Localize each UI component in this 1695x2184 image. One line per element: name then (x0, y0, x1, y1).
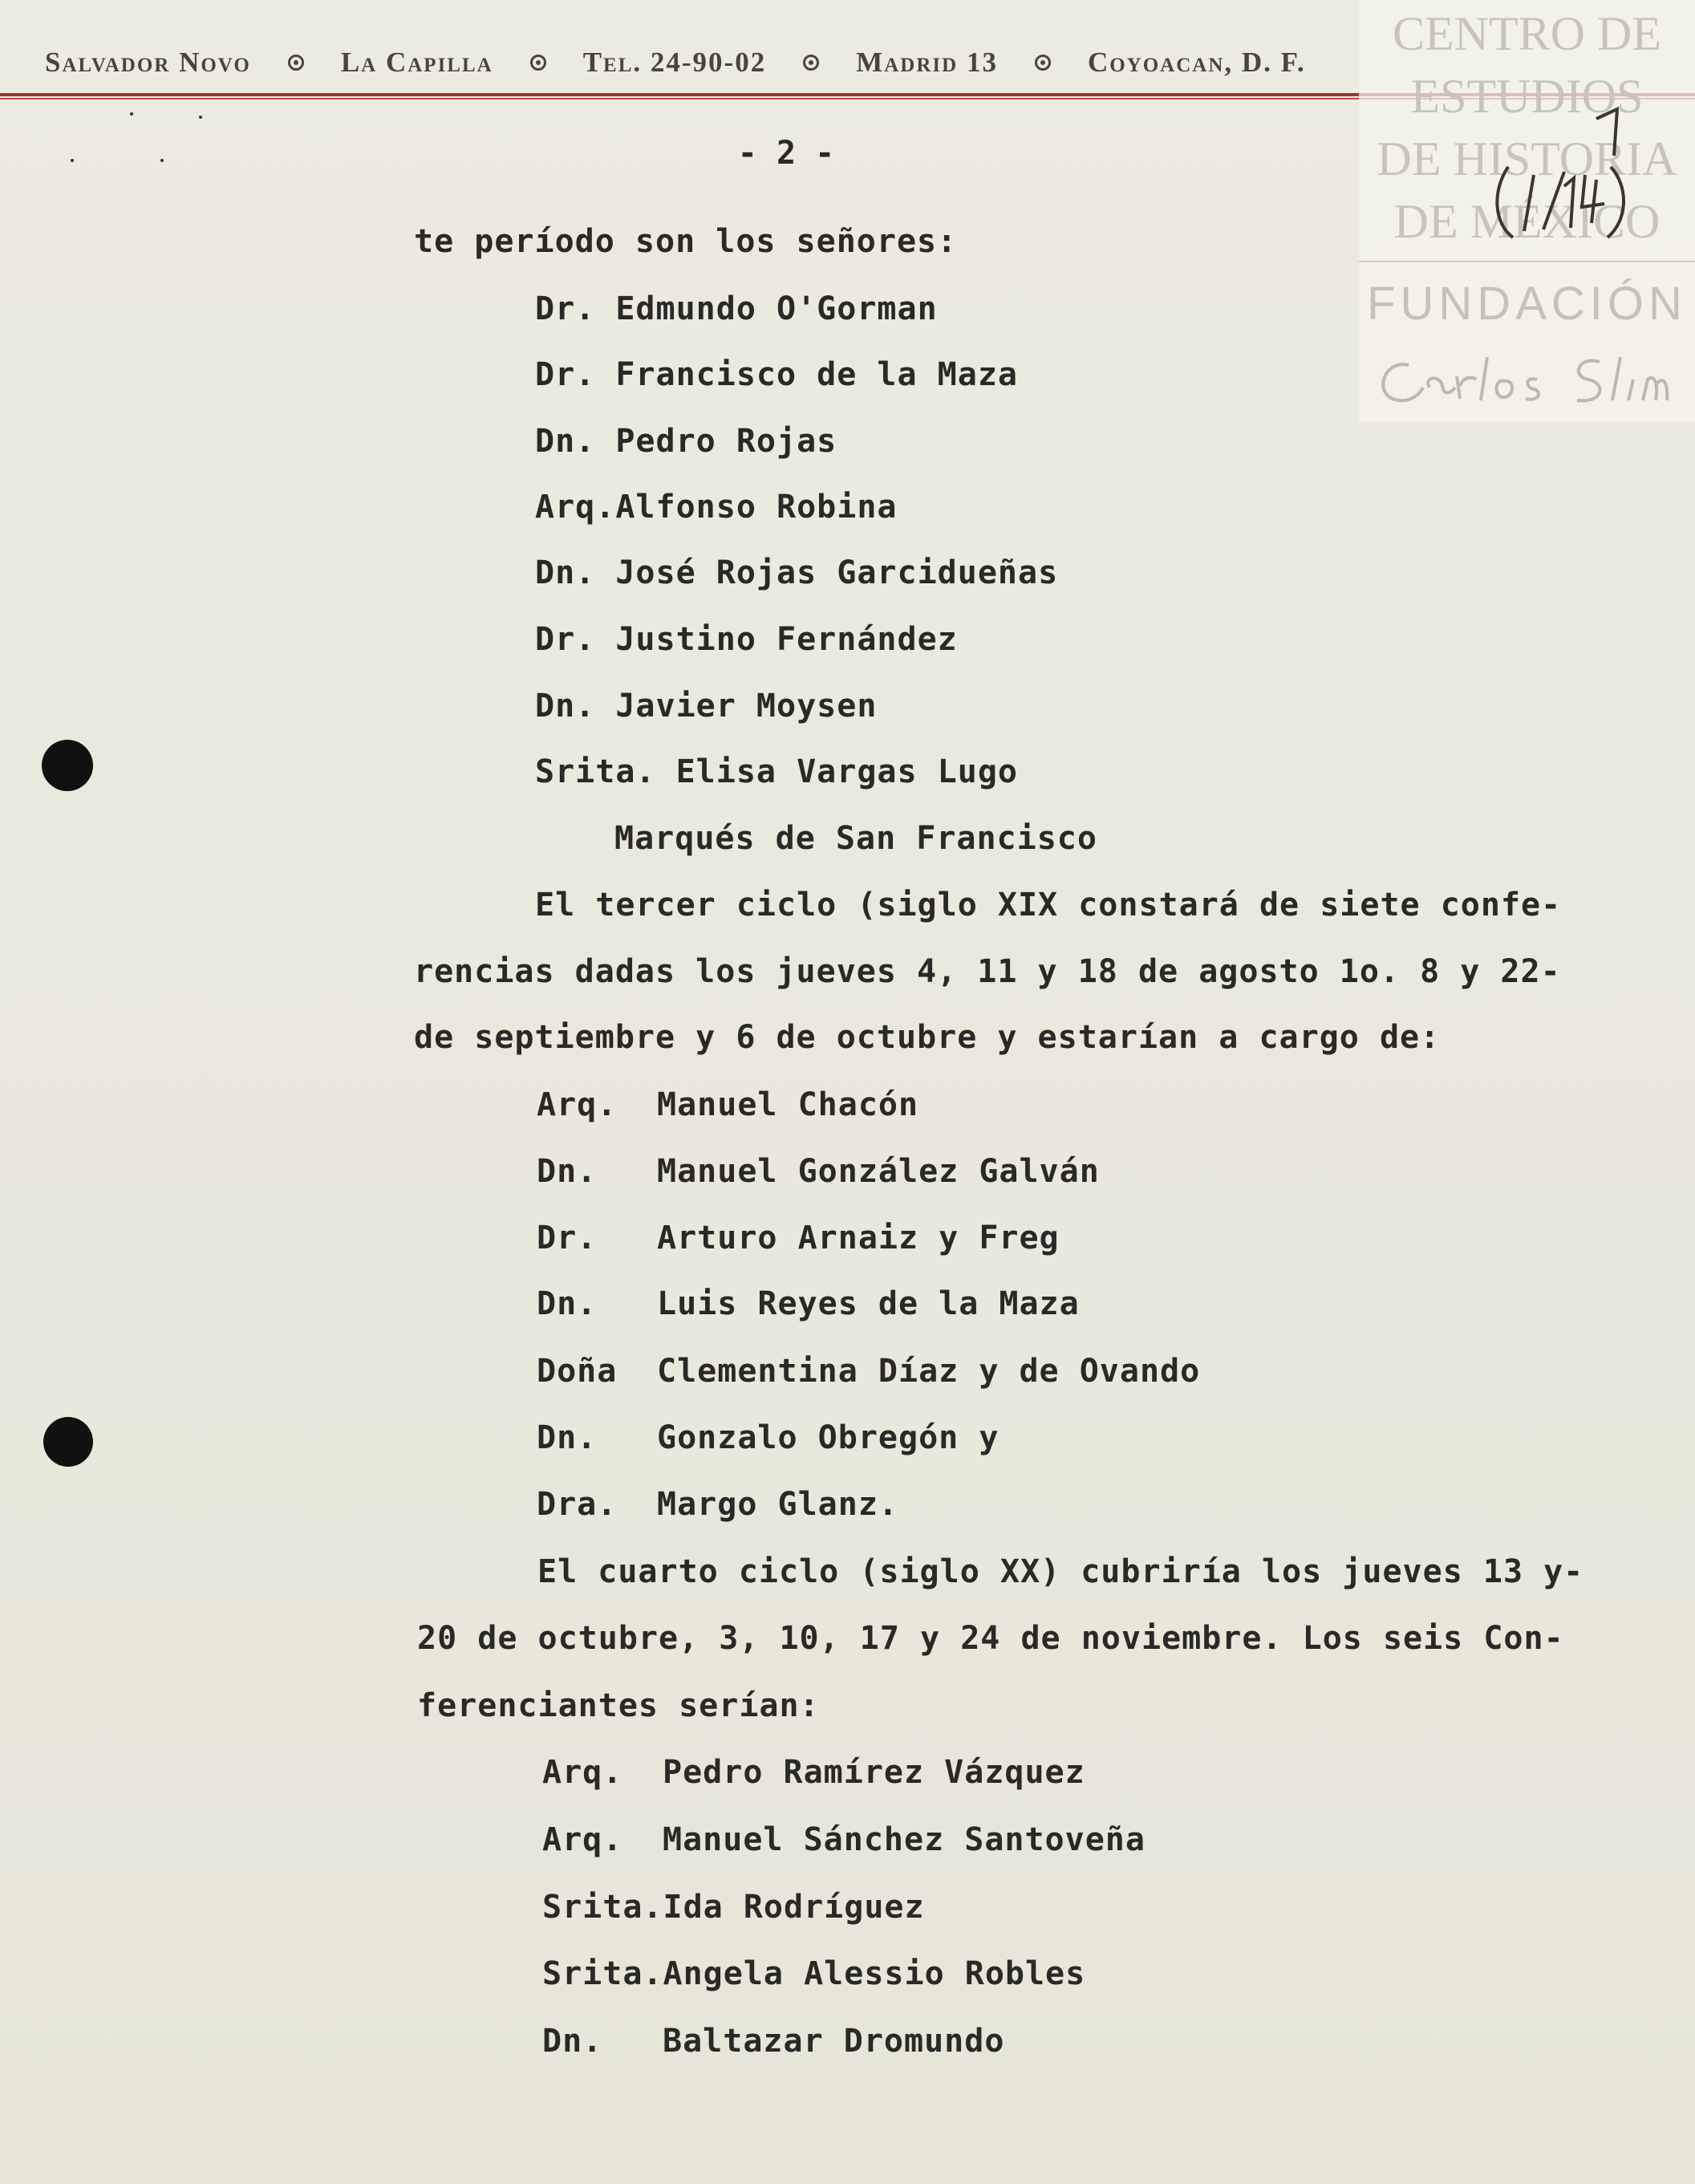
watermark-line-3: DE HISTORIA (1377, 132, 1677, 185)
list-item (542, 1752, 1085, 1792)
person-name: Clementina Díaz y de Ovando (657, 1353, 1201, 1390)
honorific: Arq. (542, 1754, 623, 1791)
ink-speck (71, 159, 74, 162)
honorific: Srita. (535, 753, 656, 790)
list-item (537, 1418, 999, 1458)
paragraph-line: El tercer ciclo (siglo XIX constará de siete confe- (535, 887, 1562, 924)
list-item (542, 1954, 1085, 1994)
list-item (535, 686, 877, 726)
person-name: Javier Moysen (615, 688, 878, 725)
honorific: Dn. (542, 2023, 603, 2060)
person-name: Ida Rodríguez (663, 1889, 925, 1926)
bullet-icon (1035, 55, 1051, 71)
watermark-line-4: DE MÉXICO (1393, 195, 1661, 248)
list-item (535, 619, 958, 660)
watermark-foundation: FUNDACIÓN (1367, 278, 1687, 330)
letterhead-house: La Capilla (340, 47, 493, 78)
paragraph-line: de septiembre y 6 de octubre y estarían a cargo de: (414, 1019, 1441, 1056)
letterhead-name: Salvador Novo (45, 47, 251, 78)
letterhead-street: Madrid 13 (856, 47, 998, 78)
ink-speck (130, 112, 133, 116)
person-name: Pedro Rojas (615, 423, 837, 460)
person-name: Alfonso Robina (615, 489, 898, 526)
list-item (535, 752, 1018, 792)
paragraph-line: rencias dadas los jueves 4, 11 y 18 de agosto 1o. 8 y 22- (414, 953, 1561, 990)
watermark-line-1: CENTRO DE (1393, 7, 1661, 60)
honorific: Dn. (535, 423, 596, 460)
paragraph-line: ferenciantes serían: (417, 1687, 820, 1724)
person-name: Justino Fernández (615, 621, 958, 658)
person-name: Angela Alessio Robles (663, 1955, 1086, 1992)
person-name: Baltazar Dromundo (663, 2023, 1005, 2060)
honorific: Dn. (537, 1153, 598, 1190)
honorific: Dn. (535, 688, 596, 725)
paragraph-line: 20 de octubre, 3, 10, 17 y 24 de noviembre. Los seis Con- (417, 1620, 1564, 1657)
person-name: Elisa Vargas Lugo (675, 753, 1018, 790)
bullet-icon (803, 55, 819, 71)
watermark-divider (1359, 261, 1695, 262)
person-name: Arturo Arnaiz y Freg (657, 1220, 1060, 1256)
honorific: Doña (537, 1353, 618, 1390)
honorific: Dra. (537, 1486, 618, 1523)
list-item (537, 1484, 898, 1524)
ink-speck (160, 159, 164, 162)
honorific: Dr. (535, 621, 596, 658)
ink-speck (199, 116, 202, 119)
person-name: Manuel Sánchez Santoveña (663, 1821, 1146, 1858)
honorific: Srita. (542, 1889, 663, 1926)
honorific: Srita. (542, 1955, 663, 1992)
person-name: Margo Glanz. (657, 1486, 898, 1523)
person-name: Manuel González Galván (657, 1153, 1100, 1190)
person-name: Luis Reyes de la Maza (657, 1285, 1080, 1322)
intro-text: te período son los señores: (414, 223, 958, 260)
page-number: - 2 - (737, 135, 835, 172)
list-item (537, 1284, 1080, 1324)
list-item (535, 487, 897, 527)
honorific: Arq. (537, 1086, 618, 1123)
honorific: Dn. (537, 1419, 598, 1456)
list-item (535, 421, 837, 461)
honorific: Dr. (537, 1220, 598, 1256)
person-name: Edmundo O'Gorman (615, 290, 938, 327)
honorific: Arq. (542, 1821, 623, 1858)
handwritten-annotation (1476, 103, 1636, 255)
honorific: Dr. (535, 290, 596, 327)
list-item (535, 553, 1058, 593)
list-item-continuation: Marqués de San Francisco (614, 820, 1097, 857)
list-item (535, 355, 1018, 395)
person-name: Manuel Chacón (657, 1086, 919, 1123)
signature-logo (1367, 341, 1695, 413)
list-item (537, 1351, 1200, 1391)
honorific: Arq. (535, 489, 616, 526)
person-name: Pedro Ramírez Vázquez (663, 1754, 1085, 1791)
paragraph-line: El cuarto ciclo (siglo XX) cubriría los jueves 13 y- (537, 1553, 1584, 1590)
list-item (535, 289, 938, 329)
list-item (542, 1820, 1146, 1860)
letterhead-city: Coyoacan, D. F. (1087, 47, 1306, 78)
person-name: Gonzalo Obregón y (657, 1419, 1000, 1456)
person-name: José Rojas Garcidueñas (615, 554, 1059, 591)
honorific: Dr. (535, 356, 596, 393)
punch-hole (43, 1417, 93, 1467)
bullet-icon (530, 55, 546, 71)
list-item (542, 1887, 925, 1927)
watermark-line-2: ESTUDIOS (1410, 70, 1644, 123)
list-item (542, 2021, 1004, 2061)
person-name: Francisco de la Maza (615, 356, 1018, 393)
list-item (537, 1085, 918, 1125)
bullet-icon (288, 55, 304, 71)
list-item (537, 1218, 1060, 1258)
honorific: Dn. (535, 554, 596, 591)
honorific: Dn. (537, 1285, 598, 1322)
list-item (537, 1151, 1100, 1191)
punch-hole (42, 740, 93, 791)
letterhead-phone: Tel. 24-90-02 (582, 47, 767, 78)
